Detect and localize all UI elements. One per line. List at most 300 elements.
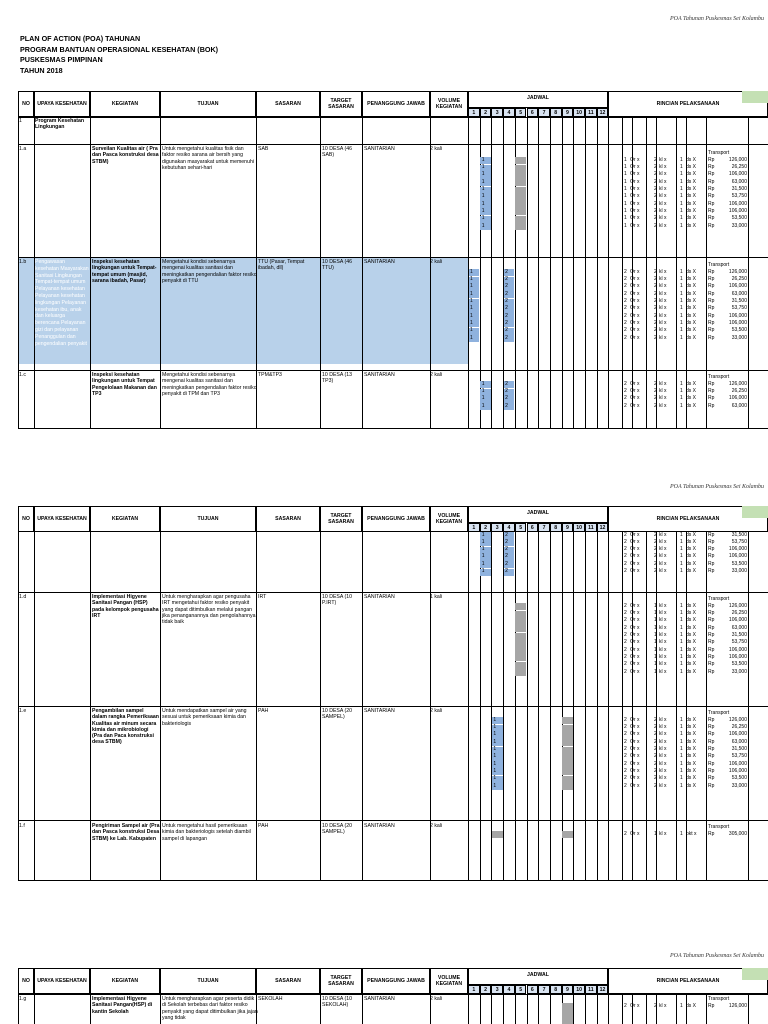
row-kegiatan: Pengambilan sampel dalam rangka Pemeriksaan Kualitas air minum secara kimia dan mikrobiologi (Pra dan Paca konstruksi desa STBM) <box>92 708 159 746</box>
ds-label: ds X <box>686 298 697 304</box>
schedule-count: 1 <box>493 782 497 789</box>
title-line-1: PLAN OF ACTION (POA) TAHUNAN <box>20 34 141 43</box>
month-header: 12 <box>597 985 609 994</box>
rp-label: Rp <box>708 268 715 275</box>
schedule-mark <box>515 216 526 223</box>
transport-label: Transport <box>708 710 730 716</box>
rp-label: Rp <box>708 298 715 304</box>
month-header: 2 <box>480 523 492 532</box>
kl-label: kl x <box>659 312 667 319</box>
rp-label: Rp <box>708 610 715 617</box>
kl-label: kl x <box>659 380 667 387</box>
ds-label: ds X <box>686 319 697 326</box>
amount: 106,000 <box>728 767 747 774</box>
ds-label: ds X <box>686 639 697 646</box>
kali-count: 1 <box>654 617 657 624</box>
schedule-mark <box>562 717 573 724</box>
row-tujuan: Mengetahui kondisi sebenarnya mengenai kualitas sanitasi dan meningkatkan pengendalian faktor resiko penyakit di TPM dan TP3 <box>162 372 257 397</box>
grid-line <box>676 117 677 428</box>
desa-count: 1 <box>680 653 683 660</box>
rp-label: Rp <box>708 283 715 290</box>
or-label: Or x <box>630 334 640 341</box>
or-label: Or x <box>630 538 640 545</box>
schedule-count: 2 <box>505 546 508 553</box>
amount: 53,500 <box>731 661 747 668</box>
desa-count: 1 <box>680 661 683 668</box>
grid-line <box>538 532 539 582</box>
grid-line <box>18 582 19 880</box>
grid-line <box>18 117 19 428</box>
schedule-mark <box>562 725 573 732</box>
grid-line <box>362 532 363 582</box>
kl-label: kl x <box>659 1003 667 1010</box>
row-tujuan: Untuk mengetahui hasil pemeriksaan kimia dan bakteriologis setelah diambil sampel di lapangan <box>162 823 251 842</box>
column-header-volume: VOLUME KEGIATAN <box>430 91 468 117</box>
schedule-count: 1 <box>470 276 473 283</box>
row-target: 10 DESA (20 SAMPEL) <box>322 823 352 836</box>
schedule-mark <box>515 194 526 201</box>
row-tujuan: Untuk mengetahui kualitas fisik dan faktor resiko sarana air bersih yang digunakan masyarakat untuk memenuhi kebutuhan sehari-hari <box>162 146 254 171</box>
persons-count: 2 <box>624 624 627 631</box>
schedule-mark <box>492 831 503 838</box>
month-header: 10 <box>573 523 585 532</box>
kali-count: 2 <box>654 767 657 774</box>
grid-line <box>527 582 528 880</box>
ds-label: ds X <box>686 646 697 653</box>
persons-count: 2 <box>624 388 627 395</box>
or-label: Or x <box>630 380 640 387</box>
ds-label: ds X <box>686 546 697 553</box>
rp-label: Rp <box>708 215 715 222</box>
rp-label: Rp <box>708 731 715 738</box>
column-header-rincian: RINCIAN PELAKSANAAN <box>608 506 768 532</box>
kl-label: kl x <box>659 746 667 752</box>
schedule-count: 1 <box>481 380 485 387</box>
ds-label: ds X <box>686 380 697 387</box>
kali-count: 2 <box>654 312 657 319</box>
schedule-count: 2 <box>505 334 508 341</box>
grid-line <box>515 994 516 1024</box>
grid-line <box>573 582 574 880</box>
kl-label: kl x <box>659 617 667 624</box>
row-divider <box>18 144 768 145</box>
column-header-pj: PENANGGUNG JAWAB <box>362 506 430 532</box>
persons-count: 2 <box>624 395 627 402</box>
grid-line <box>646 532 647 582</box>
amount: 53,750 <box>731 305 747 312</box>
grid-line <box>503 994 504 1024</box>
desa-count: 1 <box>680 200 683 207</box>
amount: 53,750 <box>731 193 747 200</box>
or-label: Or x <box>630 661 640 668</box>
grid-line <box>362 994 363 1024</box>
header-accent <box>742 91 768 103</box>
rp-label: Rp <box>708 602 715 609</box>
amount: 63,000 <box>731 624 747 631</box>
persons-count: 2 <box>624 767 627 774</box>
kali-count: 2 <box>654 388 657 395</box>
grid-line <box>585 532 586 582</box>
kl-label: kl x <box>659 334 667 341</box>
kl-label: kl x <box>659 661 667 668</box>
schedule-count: 2 <box>505 553 508 560</box>
desa-count: 1 <box>680 716 683 723</box>
kali-count: 1 <box>654 668 657 675</box>
persons-count: 2 <box>624 632 627 638</box>
schedule-count: 1 <box>470 334 473 341</box>
kali-count: 1 <box>654 830 657 837</box>
persons-count: 1 <box>624 207 627 214</box>
kali-count: 1 <box>654 639 657 646</box>
or-label: Or x <box>630 215 640 222</box>
schedule-count: 1 <box>481 388 485 395</box>
desa-count: 1 <box>680 568 683 574</box>
kali-count: 2 <box>654 546 657 553</box>
amount: 26,250 <box>731 388 747 395</box>
amount: 33,000 <box>731 668 747 675</box>
grid-line <box>646 117 647 428</box>
column-header-tujuan: TUJUAN <box>160 968 256 994</box>
amount: 26,250 <box>731 164 747 171</box>
header-accent <box>742 968 768 980</box>
rp-label: Rp <box>708 760 715 767</box>
desa-count: 1 <box>680 782 683 789</box>
column-header-volume: VOLUME KEGIATAN <box>430 968 468 994</box>
desa-count: 1 <box>680 402 683 409</box>
row-sasaran: PAH <box>258 823 269 829</box>
grid-line <box>562 532 563 582</box>
or-label: Or x <box>630 395 640 402</box>
schedule-mark <box>562 732 573 739</box>
kl-label: kl x <box>659 639 667 646</box>
kl-label: kl x <box>659 653 667 660</box>
row-tujuan: Mengetahui kondisi sebenarnya mengenai kualitas sanitasi dan meningkatkan pengendalian faktor resiko penyakit di TTU <box>162 259 257 284</box>
kali-count: 2 <box>654 553 657 560</box>
grid-line <box>585 117 586 428</box>
amount: 106,000 <box>728 617 747 624</box>
desa-count: 1 <box>680 156 683 163</box>
or-label: Or x <box>630 632 640 638</box>
amount: 63,000 <box>731 290 747 297</box>
kl-label: kl x <box>659 724 667 731</box>
desa-count: 1 <box>680 193 683 200</box>
persons-count: 2 <box>624 298 627 304</box>
or-label: Or x <box>630 283 640 290</box>
persons-count: 2 <box>624 531 627 538</box>
persons-count: 1 <box>624 200 627 207</box>
or-label: Or x <box>630 553 640 560</box>
column-header-sasaran: SASARAN <box>256 968 320 994</box>
schedule-count: 1 <box>470 290 473 297</box>
persons-count: 1 <box>624 171 627 178</box>
ds-label: ds X <box>686 668 697 675</box>
amount: 126,000 <box>728 602 747 609</box>
row-upaya: Pengawasan kesehatan Masyarakan Sanitasi Lingkungan Tempat-tempat umum Pelayanan kesehatan Pelayanan kesehatan lingkungan Pelayanan kesehatan ibu, anak dan keluarga berencana Pelayanan gizi dan pelayanan Penanggulan dan pengendalian penyakit <box>35 259 89 347</box>
grid-line <box>597 994 598 1024</box>
title-line-2: PROGRAM BANTUAN OPERASIONAL KESEHATAN (BOK) <box>20 44 219 54</box>
transport-label: Transport <box>708 262 730 268</box>
row-no: 1.a <box>19 146 27 152</box>
kl-label: kl x <box>659 290 667 297</box>
kl-label: kl x <box>659 305 667 312</box>
persons-count: 2 <box>624 731 627 738</box>
schedule-count: 2 <box>505 380 508 387</box>
schedule-mark <box>515 201 526 208</box>
or-label: Or x <box>630 207 640 214</box>
schedule-count: 1 <box>481 215 485 222</box>
header-accent <box>742 506 768 518</box>
row-sasaran: TPM&TP3 <box>258 372 282 378</box>
kl-label: kl x <box>659 632 667 638</box>
rp-label: Rp <box>708 171 715 178</box>
grid-line <box>562 117 563 428</box>
month-header: 12 <box>597 523 609 532</box>
schedule-mark <box>515 618 526 625</box>
row-volume: 2 kali <box>430 146 443 152</box>
persons-count: 2 <box>624 661 627 668</box>
month-header: 8 <box>550 108 562 117</box>
ds-label: ds X <box>686 1003 697 1010</box>
column-header-target: TARGET SASARAN <box>320 91 362 117</box>
amount: 106,000 <box>728 546 747 553</box>
rp-label: Rp <box>708 388 715 395</box>
amount: 106,000 <box>728 760 747 767</box>
row-divider <box>18 880 768 881</box>
amount: 31,500 <box>731 186 747 192</box>
grid-line <box>550 532 551 582</box>
or-label: Or x <box>630 610 640 617</box>
desa-count: 1 <box>680 186 683 192</box>
grid-line <box>480 994 481 1024</box>
grid-line <box>538 117 539 428</box>
grid-line <box>430 994 431 1024</box>
kl-label: kl x <box>659 171 667 178</box>
schedule-count: 1 <box>493 753 497 760</box>
rp-label: Rp <box>708 716 715 723</box>
grid-line <box>480 582 481 880</box>
kali-count: 2 <box>654 186 657 192</box>
row-divider <box>18 706 768 707</box>
amount: 53,500 <box>731 215 747 222</box>
rp-label: Rp <box>708 568 715 574</box>
desa-count: 1 <box>680 724 683 731</box>
row-pj: SANITARIAN <box>364 823 395 829</box>
column-header-target: TARGET SASARAN <box>320 968 362 994</box>
persons-count: 2 <box>624 610 627 617</box>
amount: 63,000 <box>731 178 747 185</box>
kl-label: kl x <box>659 268 667 275</box>
row-pj: SANITARIAN <box>364 594 395 600</box>
desa-count: 1 <box>680 178 683 185</box>
kl-label: kl x <box>659 207 667 214</box>
persons-count: 2 <box>624 312 627 319</box>
rp-label: Rp <box>708 632 715 638</box>
column-header-pj: PENANGGUNG JAWAB <box>362 91 430 117</box>
kali-count: 2 <box>654 178 657 185</box>
grid-line <box>256 582 257 880</box>
kl-label: kl x <box>659 760 667 767</box>
grid-line <box>676 532 677 582</box>
or-label: Or x <box>630 646 640 653</box>
schedule-mark <box>515 647 526 654</box>
column-header-kegiatan: KEGIATAN <box>90 968 160 994</box>
column-header-kegiatan: KEGIATAN <box>90 506 160 532</box>
desa-count: 1 <box>680 538 683 545</box>
row-kegiatan: Inspeksi kesehatan lingkungan untuk Tempat Pengelolaan Makanan dan TP3 <box>92 372 157 397</box>
schedule-count: 2 <box>505 327 508 334</box>
ds-label: ds X <box>686 731 697 738</box>
amount: 53,500 <box>731 560 747 567</box>
column-header-jadwal: JADWAL <box>468 91 608 108</box>
schedule-mark <box>515 611 526 618</box>
kl-label: kl x <box>659 753 667 760</box>
or-label: Or x <box>630 222 640 229</box>
month-header: 6 <box>527 523 539 532</box>
kl-label: kl x <box>659 283 667 290</box>
kali-count: 2 <box>654 753 657 760</box>
grid-line <box>585 994 586 1024</box>
kali-count: 2 <box>654 305 657 312</box>
amount: 26,250 <box>731 276 747 283</box>
grid-line <box>160 994 161 1024</box>
grid-line <box>608 994 609 1024</box>
ds-label: ds X <box>686 164 697 171</box>
amount: 106,000 <box>728 553 747 560</box>
month-header: 4 <box>503 523 515 532</box>
document-title <box>20 34 218 76</box>
schedule-mark <box>515 172 526 179</box>
or-label: Or x <box>630 760 640 767</box>
persons-count: 2 <box>624 334 627 341</box>
transport-label: Transport <box>708 150 730 156</box>
row-volume: 2 kali <box>430 372 443 378</box>
schedule-mark <box>515 669 526 676</box>
persons-count: 2 <box>624 639 627 646</box>
ds-label: ds X <box>686 538 697 545</box>
month-header: 1 <box>468 985 480 994</box>
kl-label: kl x <box>659 716 667 723</box>
desa-count: 1 <box>680 602 683 609</box>
row-kegiatan: Implementasi Higyene Sanitasi Pangan(HSP) di kantin Sekolah <box>92 996 153 1015</box>
month-header: 1 <box>468 523 480 532</box>
kali-count: 2 <box>654 200 657 207</box>
grid-line <box>573 994 574 1024</box>
schedule-mark <box>515 208 526 215</box>
row-divider <box>18 117 768 118</box>
or-label: Or x <box>630 388 640 395</box>
running-header: POA Tahunan Puskesmas Sei Kolambu <box>669 953 764 959</box>
persons-count: 2 <box>624 283 627 290</box>
rp-label: Rp <box>708 193 715 200</box>
schedule-count: 2 <box>505 568 508 574</box>
or-label: Or x <box>630 402 640 409</box>
desa-count: 1 <box>680 305 683 312</box>
month-header: 5 <box>515 108 527 117</box>
month-header: 12 <box>597 108 609 117</box>
schedule-count: 1 <box>470 327 473 334</box>
schedule-mark <box>515 625 526 632</box>
column-header-rincian: RINCIAN PELAKSANAAN <box>608 968 768 994</box>
schedule-count: 1 <box>481 186 485 192</box>
rp-label: Rp <box>708 395 715 402</box>
grid-line <box>430 532 431 582</box>
persons-count: 2 <box>624 568 627 574</box>
or-label: Or x <box>630 617 640 624</box>
schedule-count: 1 <box>470 298 473 304</box>
persons-count: 2 <box>624 546 627 553</box>
desa-count: 1 <box>680 388 683 395</box>
grid-line <box>646 582 647 880</box>
schedule-mark <box>562 761 573 768</box>
amount: 33,000 <box>731 568 747 574</box>
row-target: 10 DESA (20 SAMPEL) <box>322 708 352 721</box>
persons-count: 2 <box>624 746 627 752</box>
rp-label: Rp <box>708 775 715 782</box>
kali-count: 2 <box>654 164 657 171</box>
rp-label: Rp <box>708 178 715 185</box>
month-header: 9 <box>562 108 574 117</box>
grid-line <box>550 117 551 428</box>
month-header: 1 <box>468 108 480 117</box>
persons-count: 2 <box>624 617 627 624</box>
or-label: Or x <box>630 746 640 752</box>
schedule-mark <box>515 165 526 172</box>
kl-label: kl x <box>659 178 667 185</box>
kali-count: 2 <box>654 171 657 178</box>
ds-label: ds X <box>686 334 697 341</box>
month-header: 11 <box>585 985 597 994</box>
amount: 31,500 <box>731 531 747 538</box>
kl-label: kl x <box>659 193 667 200</box>
amount: 63,000 <box>731 402 747 409</box>
kali-count: 1 <box>654 632 657 638</box>
grid-line <box>706 117 707 428</box>
grid-line <box>597 582 598 880</box>
month-header: 3 <box>491 523 503 532</box>
kali-count: 1 <box>654 624 657 631</box>
kali-count: 2 <box>654 738 657 745</box>
rp-label: Rp <box>708 668 715 675</box>
ds-label: ds X <box>686 156 697 163</box>
or-label: Or x <box>630 560 640 567</box>
or-label: Or x <box>630 298 640 304</box>
grid-line <box>34 994 35 1024</box>
schedule-count: 2 <box>505 312 508 319</box>
transport-label: Transport <box>708 374 730 380</box>
schedule-mark <box>515 640 526 647</box>
ds-label: ds X <box>686 624 697 631</box>
schedule-mark <box>562 747 573 754</box>
grid-line <box>527 532 528 582</box>
month-header: 6 <box>527 985 539 994</box>
schedule-mark <box>515 223 526 230</box>
grid-line <box>320 117 321 428</box>
schedule-count: 1 <box>481 531 485 538</box>
row-target: 10 DESA (46 SAB) <box>322 146 352 159</box>
amount: 106,000 <box>728 319 747 326</box>
ds-label: ds X <box>686 746 697 752</box>
schedule-mark <box>562 831 573 838</box>
grid-line <box>622 117 623 428</box>
desa-count: 1 <box>680 610 683 617</box>
schedule-mark <box>515 179 526 186</box>
ds-label: ds X <box>686 171 697 178</box>
desa-count: 1 <box>680 746 683 752</box>
rp-label: Rp <box>708 661 715 668</box>
grid-line <box>18 532 19 582</box>
persons-count: 1 <box>624 178 627 185</box>
kl-label: kl x <box>659 553 667 560</box>
